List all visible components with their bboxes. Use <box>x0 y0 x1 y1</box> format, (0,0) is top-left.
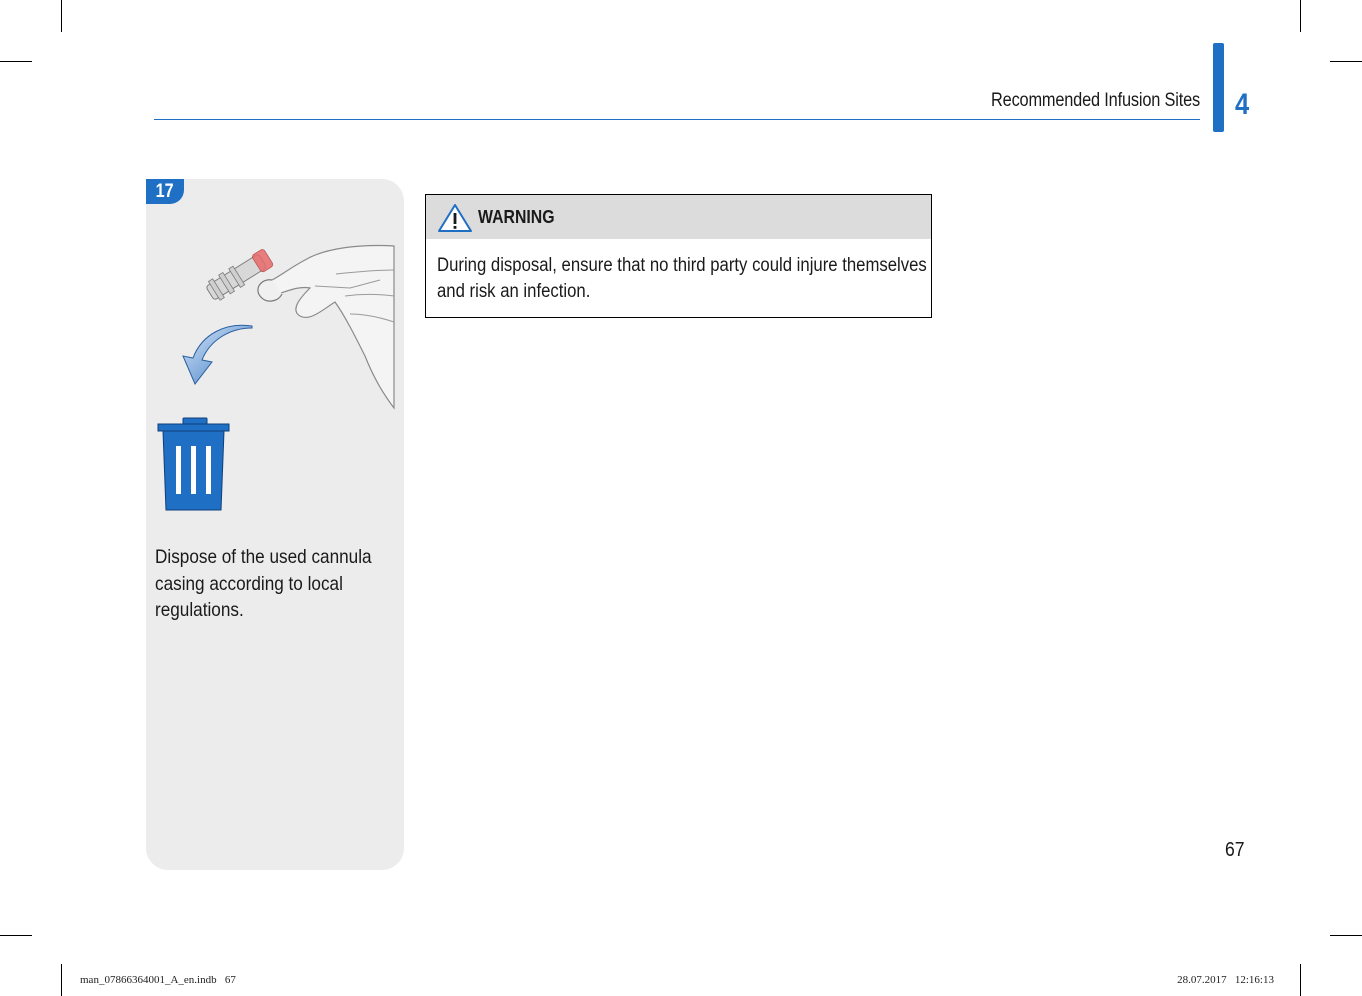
crop-mark <box>1300 964 1301 996</box>
disposal-illustration <box>150 236 396 516</box>
footer-timestamp: 28.07.2017 12:16:13 <box>1177 974 1274 986</box>
crop-mark <box>0 935 32 936</box>
step-instruction: Dispose of the used cannula casing according to local regulations. <box>155 546 372 621</box>
crop-mark <box>61 964 62 996</box>
crop-mark <box>1300 0 1301 32</box>
warning-text: During disposal, ensure that no third party could injure themselves and risk an infection. <box>437 255 927 302</box>
warning-header <box>426 195 931 239</box>
warning-box <box>425 194 932 318</box>
crop-mark <box>0 61 32 62</box>
crop-mark <box>1330 61 1362 62</box>
chapter-number: 4 <box>1235 88 1250 121</box>
step-number-badge <box>146 179 184 204</box>
trash-bin-icon <box>158 418 229 510</box>
warning-triangle-icon <box>437 203 473 233</box>
footer-file-info: man_07866364001_A_en.indb 67 <box>80 974 236 986</box>
chapter-tab <box>1213 43 1224 132</box>
section-title: Recommended Infusion Sites <box>991 90 1200 111</box>
curved-arrow-down-icon <box>183 325 252 384</box>
crop-mark <box>61 0 62 32</box>
header-rule <box>154 119 1200 120</box>
step-number: 17 <box>156 181 174 202</box>
warning-label: WARNING <box>478 207 555 227</box>
crop-mark <box>1330 935 1362 936</box>
page-number: 67 <box>1225 839 1245 861</box>
